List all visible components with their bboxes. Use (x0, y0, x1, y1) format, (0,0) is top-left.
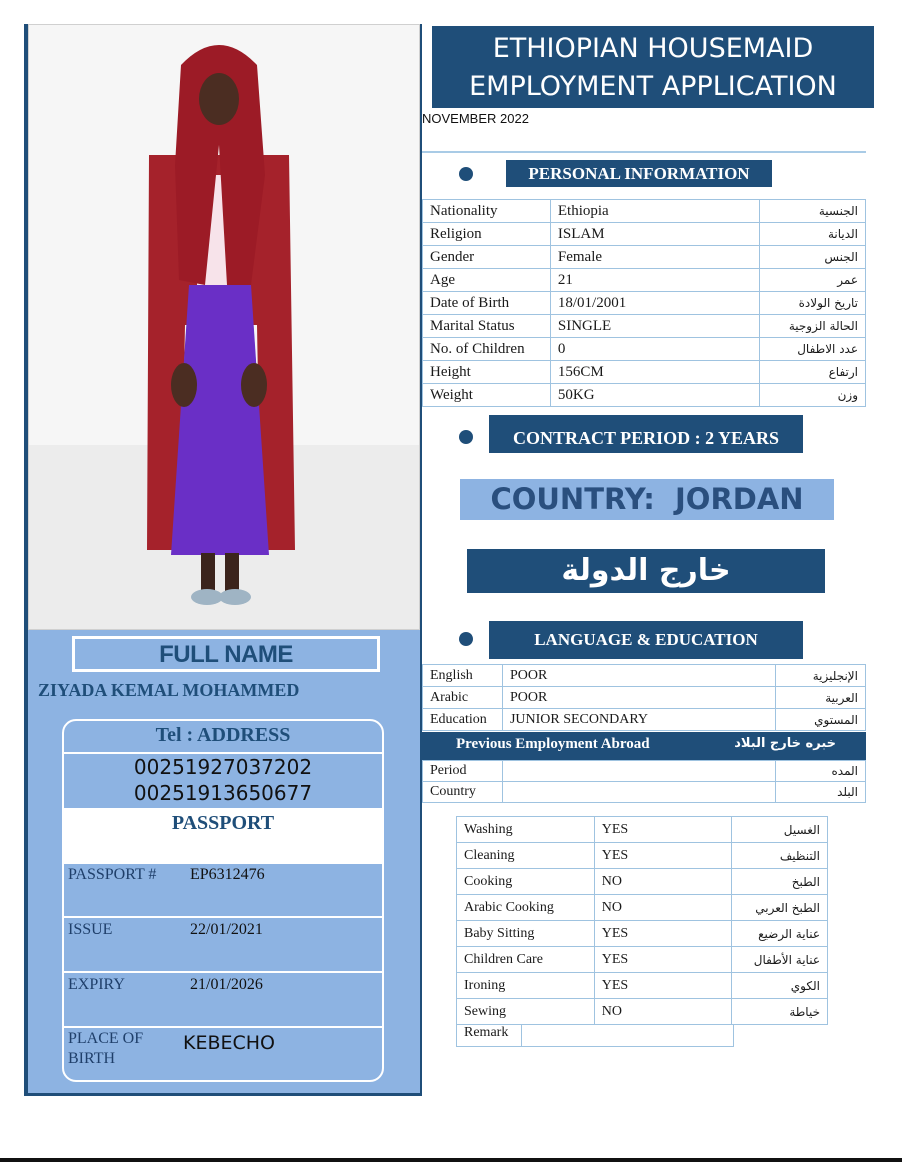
previous-employment-heading (422, 732, 866, 760)
bullet-icon (459, 430, 473, 444)
table-row (423, 338, 866, 361)
row-value (502, 761, 775, 782)
table-row (423, 315, 866, 338)
remark-label: Remark (464, 1025, 509, 1040)
row-arabic: الإنجليزية (776, 665, 866, 687)
table-row (457, 973, 828, 999)
divider (422, 151, 866, 153)
row-arabic: العربية (776, 687, 866, 709)
issue-value: 22/01/2021 (190, 921, 263, 938)
row-label: Height (423, 361, 551, 384)
row-value: SINGLE (550, 315, 759, 338)
skill-value: YES (594, 947, 731, 973)
divider (62, 1026, 384, 1028)
row-value: POOR (502, 665, 775, 687)
skill-label: Cleaning (457, 843, 595, 869)
previous-employment-label: Previous Employment Abroad (456, 736, 650, 752)
expiry-label: EXPIRY (68, 976, 125, 993)
row-value: 50KG (550, 384, 759, 407)
row-label: Nationality (423, 200, 551, 223)
page-bottom-rule (0, 1158, 902, 1162)
personal-info-heading: PERSONAL INFORMATION (506, 160, 772, 187)
contract-period-value: : 2 YEARS (694, 428, 780, 448)
skill-value: YES (594, 973, 731, 999)
previous-employment-table (422, 760, 866, 803)
row-arabic: الجنس (760, 246, 866, 269)
skill-value: YES (594, 817, 731, 843)
applicant-photo (28, 24, 420, 630)
phone-number: 00251913650677 (133, 781, 313, 805)
row-arabic: المده (776, 761, 866, 782)
row-arabic: البلد (776, 782, 866, 803)
row-arabic: تاريخ الولادة (760, 292, 866, 315)
bullet-icon (459, 167, 473, 181)
skill-arabic: الغسيل (732, 817, 828, 843)
row-label: Gender (423, 246, 551, 269)
row-label: Education (423, 709, 503, 731)
table-row (457, 947, 828, 973)
table-row (423, 384, 866, 407)
place-of-birth-label: PLACE OF BIRTH (68, 1030, 144, 1067)
row-label: Age (423, 269, 551, 292)
language-table (422, 664, 866, 731)
applicant-name: ZIYADA KEMAL MOHAMMED (38, 680, 300, 700)
row-label: Religion (423, 223, 551, 246)
row-value: 0 (550, 338, 759, 361)
skills-table (456, 816, 828, 1025)
title-line-1: ETHIOPIAN HOUSEMAID (492, 33, 814, 64)
row-value: Female (550, 246, 759, 269)
row-arabic: ارتفاع (760, 361, 866, 384)
skill-arabic: عناية الرضيع (732, 921, 828, 947)
table-row (423, 200, 866, 223)
passport-number-label: PASSPORT # (68, 866, 157, 883)
row-value: 18/01/2001 (550, 292, 759, 315)
phone-number: 00251927037202 (133, 755, 313, 779)
skill-arabic: الكوي (732, 973, 828, 999)
row-arabic: وزن (760, 384, 866, 407)
personal-info-table (422, 199, 866, 407)
row-value: 156CM (550, 361, 759, 384)
passport-number-value: EP6312476 (190, 866, 265, 883)
country-label: COUNTRY: (490, 482, 655, 516)
issue-label: ISSUE (68, 921, 113, 938)
skill-label: Cooking (457, 869, 595, 895)
row-arabic: الديانة (760, 223, 866, 246)
skill-arabic: عناية الأطفال (732, 947, 828, 973)
tel-address-label: Tel : ADDRESS (155, 724, 291, 746)
table-row (457, 921, 828, 947)
row-value: 21 (550, 269, 759, 292)
skill-value: NO (594, 999, 731, 1025)
title-line-2: EMPLOYMENT APPLICATION (469, 71, 837, 102)
table-row (423, 665, 866, 687)
row-value: POOR (502, 687, 775, 709)
table-row (457, 843, 828, 869)
remark-row (456, 1024, 734, 1047)
skill-arabic: خياطة (732, 999, 828, 1025)
row-value: JUNIOR SECONDARY (502, 709, 775, 731)
table-row (423, 687, 866, 709)
divider (62, 752, 384, 754)
contract-period-label: CONTRACT PERIOD (512, 428, 691, 448)
table-row (457, 817, 828, 843)
skill-label: Children Care (457, 947, 595, 973)
row-label: Period (423, 761, 503, 782)
table-row (423, 246, 866, 269)
table-row (457, 869, 828, 895)
row-value: ISLAM (550, 223, 759, 246)
place-of-birth-value: KEBECHO (183, 1032, 276, 1054)
divider (521, 1024, 522, 1046)
row-label: Country (423, 782, 503, 803)
row-label: Weight (423, 384, 551, 407)
skill-arabic: التنظيف (732, 843, 828, 869)
skill-value: NO (594, 895, 731, 921)
table-row (423, 709, 866, 731)
previous-employment-arabic: خبره خارج البلاد (734, 736, 836, 751)
divider (62, 971, 384, 973)
applicant-photo-illustration (29, 25, 420, 630)
row-value: Ethiopia (550, 200, 759, 223)
passport-title: PASSPORT (171, 812, 275, 834)
skill-arabic: الطبخ العربي (732, 895, 828, 921)
table-row (423, 223, 866, 246)
table-row (457, 999, 828, 1025)
skill-arabic: الطبخ (732, 869, 828, 895)
skill-label: Baby Sitting (457, 921, 595, 947)
skill-label: Sewing (457, 999, 595, 1025)
row-label: Arabic (423, 687, 503, 709)
bullet-icon (459, 632, 473, 646)
table-row (423, 292, 866, 315)
row-arabic: عدد الاطفال (760, 338, 866, 361)
application-date: NOVEMBER 2022 (422, 111, 529, 126)
abroad-arabic-label: خارج الدولة (467, 549, 825, 593)
row-label: No. of Children (423, 338, 551, 361)
full-name-label: FULL NAME (72, 636, 380, 672)
table-row (423, 761, 866, 782)
skill-value: NO (594, 869, 731, 895)
row-arabic: الحالة الزوجية (760, 315, 866, 338)
skill-label: Ironing (457, 973, 595, 999)
country-box (460, 479, 834, 520)
skill-value: YES (594, 921, 731, 947)
row-label: English (423, 665, 503, 687)
row-arabic: الجنسية (760, 200, 866, 223)
table-row (423, 782, 866, 803)
row-arabic: عمر (760, 269, 866, 292)
expiry-value: 21/01/2026 (190, 976, 263, 993)
row-label: Marital Status (423, 315, 551, 338)
skill-label: Arabic Cooking (457, 895, 595, 921)
country-value: JORDAN (675, 482, 804, 516)
table-row (457, 895, 828, 921)
language-education-heading: LANGUAGE & EDUCATION (489, 621, 803, 659)
contract-period (489, 415, 803, 453)
skill-value: YES (594, 843, 731, 869)
table-row (423, 361, 866, 384)
row-arabic: المستوي (776, 709, 866, 731)
row-value (502, 782, 775, 803)
document-title (432, 26, 874, 108)
row-label: Date of Birth (423, 292, 551, 315)
divider (62, 916, 384, 918)
skill-label: Washing (457, 817, 595, 843)
table-row (423, 269, 866, 292)
